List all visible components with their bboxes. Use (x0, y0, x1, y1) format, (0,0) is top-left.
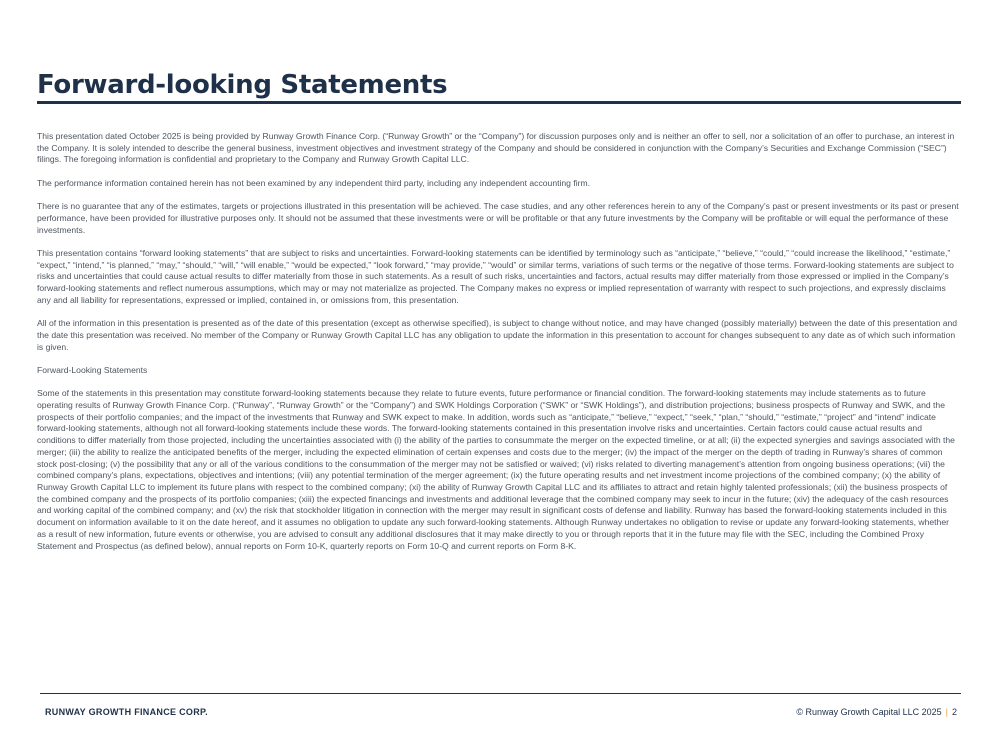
paragraph-performance-info: The performance information contained herein has not been examined by any independent third party, including any independent accounting firm. (37, 177, 591, 188)
section-heading-forward-looking: Forward-Looking Statements (37, 364, 148, 375)
paragraph-information-date: All of the information in this presentation is presented as of the date of this presentation (except as otherwise specified), is subject to change without notice, and may have changed (possibly materially) between the date of this presentation and the date this presentation was received. No member of the Company or Runway Growth Capital LLC has any obligation to update the information in this presentation to account for changes subsequent to any date as of which such information is given. (37, 318, 958, 352)
disclaimer-body (37, 131, 959, 564)
footer-divider (40, 693, 961, 694)
footer-separator: | (945, 707, 948, 717)
paragraph-no-guarantee: There is no guarantee that any of the estimates, targets or projections illustrated in this presentation will be achieved. The case studies, and any other references herein to any of the Company’s past or present investments or its past or present performance, have been provided for illustrative purposes only. It should not be assumed that these investments were or will be profitable or that any future investments by the Company will be profitable or will equal the performance of these investments. (37, 201, 959, 235)
paragraph-forward-looking-terms: This presentation contains “forward looking statements” that are subject to risks and uncertainties. Forward-looking statements can be identified by terminology such as “anticipate,” “believe,” “could,” “could increase the likelihood,” “estimate,” “expect,” “intend,” “is planned,” “may,” “should,” “will,” “will enable,” “would be expected,” “look forward,” “may provide,” “would” or similar terms, variations of such terms or the negative of those terms. Forward-looking statements are subject to risks and uncertainties that could cause actual results to differ materially from those in such statements. As a result of such risks, uncertainties and factors, actual results may differ materially from those expressed or implied in the Company’s forward-looking statements and reflect numerous assumptions, which may or may not materialize as projected. The Company makes no express or implied representation of warranty with respect to such projections, and expressly disclaims any and all liability for representations, expressed or implied, contained in, or omissions from, this presentation. (37, 247, 954, 305)
paragraph-merger-statements: Some of the statements in this presentation may constitute forward-looking statements because they relate to future events, future performance or financial condition. The forward-looking statements may include statements as to future operating results of Runway Growth Finance Corp. (“Runway”, “Runway Growth” or the “Company”) and SWK Holdings Corporation (“SWK” or “SWK Holdings”), and distribution projections; business prospects of Runway and SWK, and the prospects of their portfolio companies; and the impact of the investments that Runway and SWK expect to make. In addition, words such as “anticipate,” “believe,” “expect,” “seek,” “plan,” “should,” “estimate,” “project” and “intend” indicate forward-looking statements, although not all forward-looking statements include these words. The forward-looking statements contained in this presentation involve risks and uncertainties. Certain factors could cause actual results and conditions to differ materially from those projected, including the uncertainties associated with (i) the ability of the parties to consummate the merger on the expected timeline, or at all; (ii) the expected synergies and savings associated with the merger; (iii) the ability to realize the anticipated benefits of the merger, including the expected elimination of certain expenses and costs due to the merger; (iv) the impact of the merger on the depth of trading in Runway’s shares of common stock post-closing; (v) the possibility that any or all of the various conditions to the consummation of the merger may not be satisfied or waived; (vi) risks related to diverting management’s attention from ongoing business operations; (vii) the combined company’s plans, expectations, objectives and intentions; (viii) any potential termination of the merger agreement; (ix) the future operating results and net investment income projections of the combined company; (x) the ability of Runway Growth Capital LLC to implement its future plans with respect to the combined company; (xi) the ability of Runway Growth Capital LLC and its affiliates to attract and retain highly talented professionals; (xii) the business prospects of the combined company and the prospects of its portfolio companies; (xiii) the expected financings and investments and additional leverage that the combined company may seek to incur in the future; (xiv) the adequacy of the cash resources and working capital of the combined company; and (xv) the risk that stockholder litigation in connection with the merger may result in significant costs of defense and liability. Runway has based the forward-looking statements included in this document on information available to it on the date hereof, and it assumes no obligation to update any such forward-looking statements. Although Runway undertakes no obligation to revise or update any forward-looking statements, whether as a result of new information, future events or otherwise, you are advised to consult any additional disclosures that it may make directly to you or through reports that it in the future may file with the SEC, including the Combined Proxy Statement and Prospectus (as defined below), annual reports on Form 10-K, quarterly reports on Form 10-Q and current reports on Form 8-K. (37, 388, 955, 551)
page-title: Forward-looking Statements (37, 70, 448, 100)
footer-copyright: © Runway Growth Capital LLC 2025 (796, 707, 942, 717)
paragraph-presentation-purpose: This presentation dated October 2025 is being provided by Runway Growth Finance Corp. (“Runway Growth” or the “Company”) for discussion purposes only and is neither an offer to sell, nor a solicitation of an offer to purchase, an interest in the Company. It is solely intended to describe the general business, investment objectives and investment strategy of the Company and should be considered in conjunction with the Company’s Securities and Exchange Commission (“SEC”) filings. The foregoing information is confidential and proprietary to the Company and Runway Growth Capital LLC. (37, 131, 955, 165)
title-underline (37, 101, 961, 104)
footer-copyright-block (796, 707, 957, 717)
footer-page-number: 2 (951, 707, 957, 717)
footer-company-name: RUNWAY GROWTH FINANCE CORP. (45, 707, 208, 717)
